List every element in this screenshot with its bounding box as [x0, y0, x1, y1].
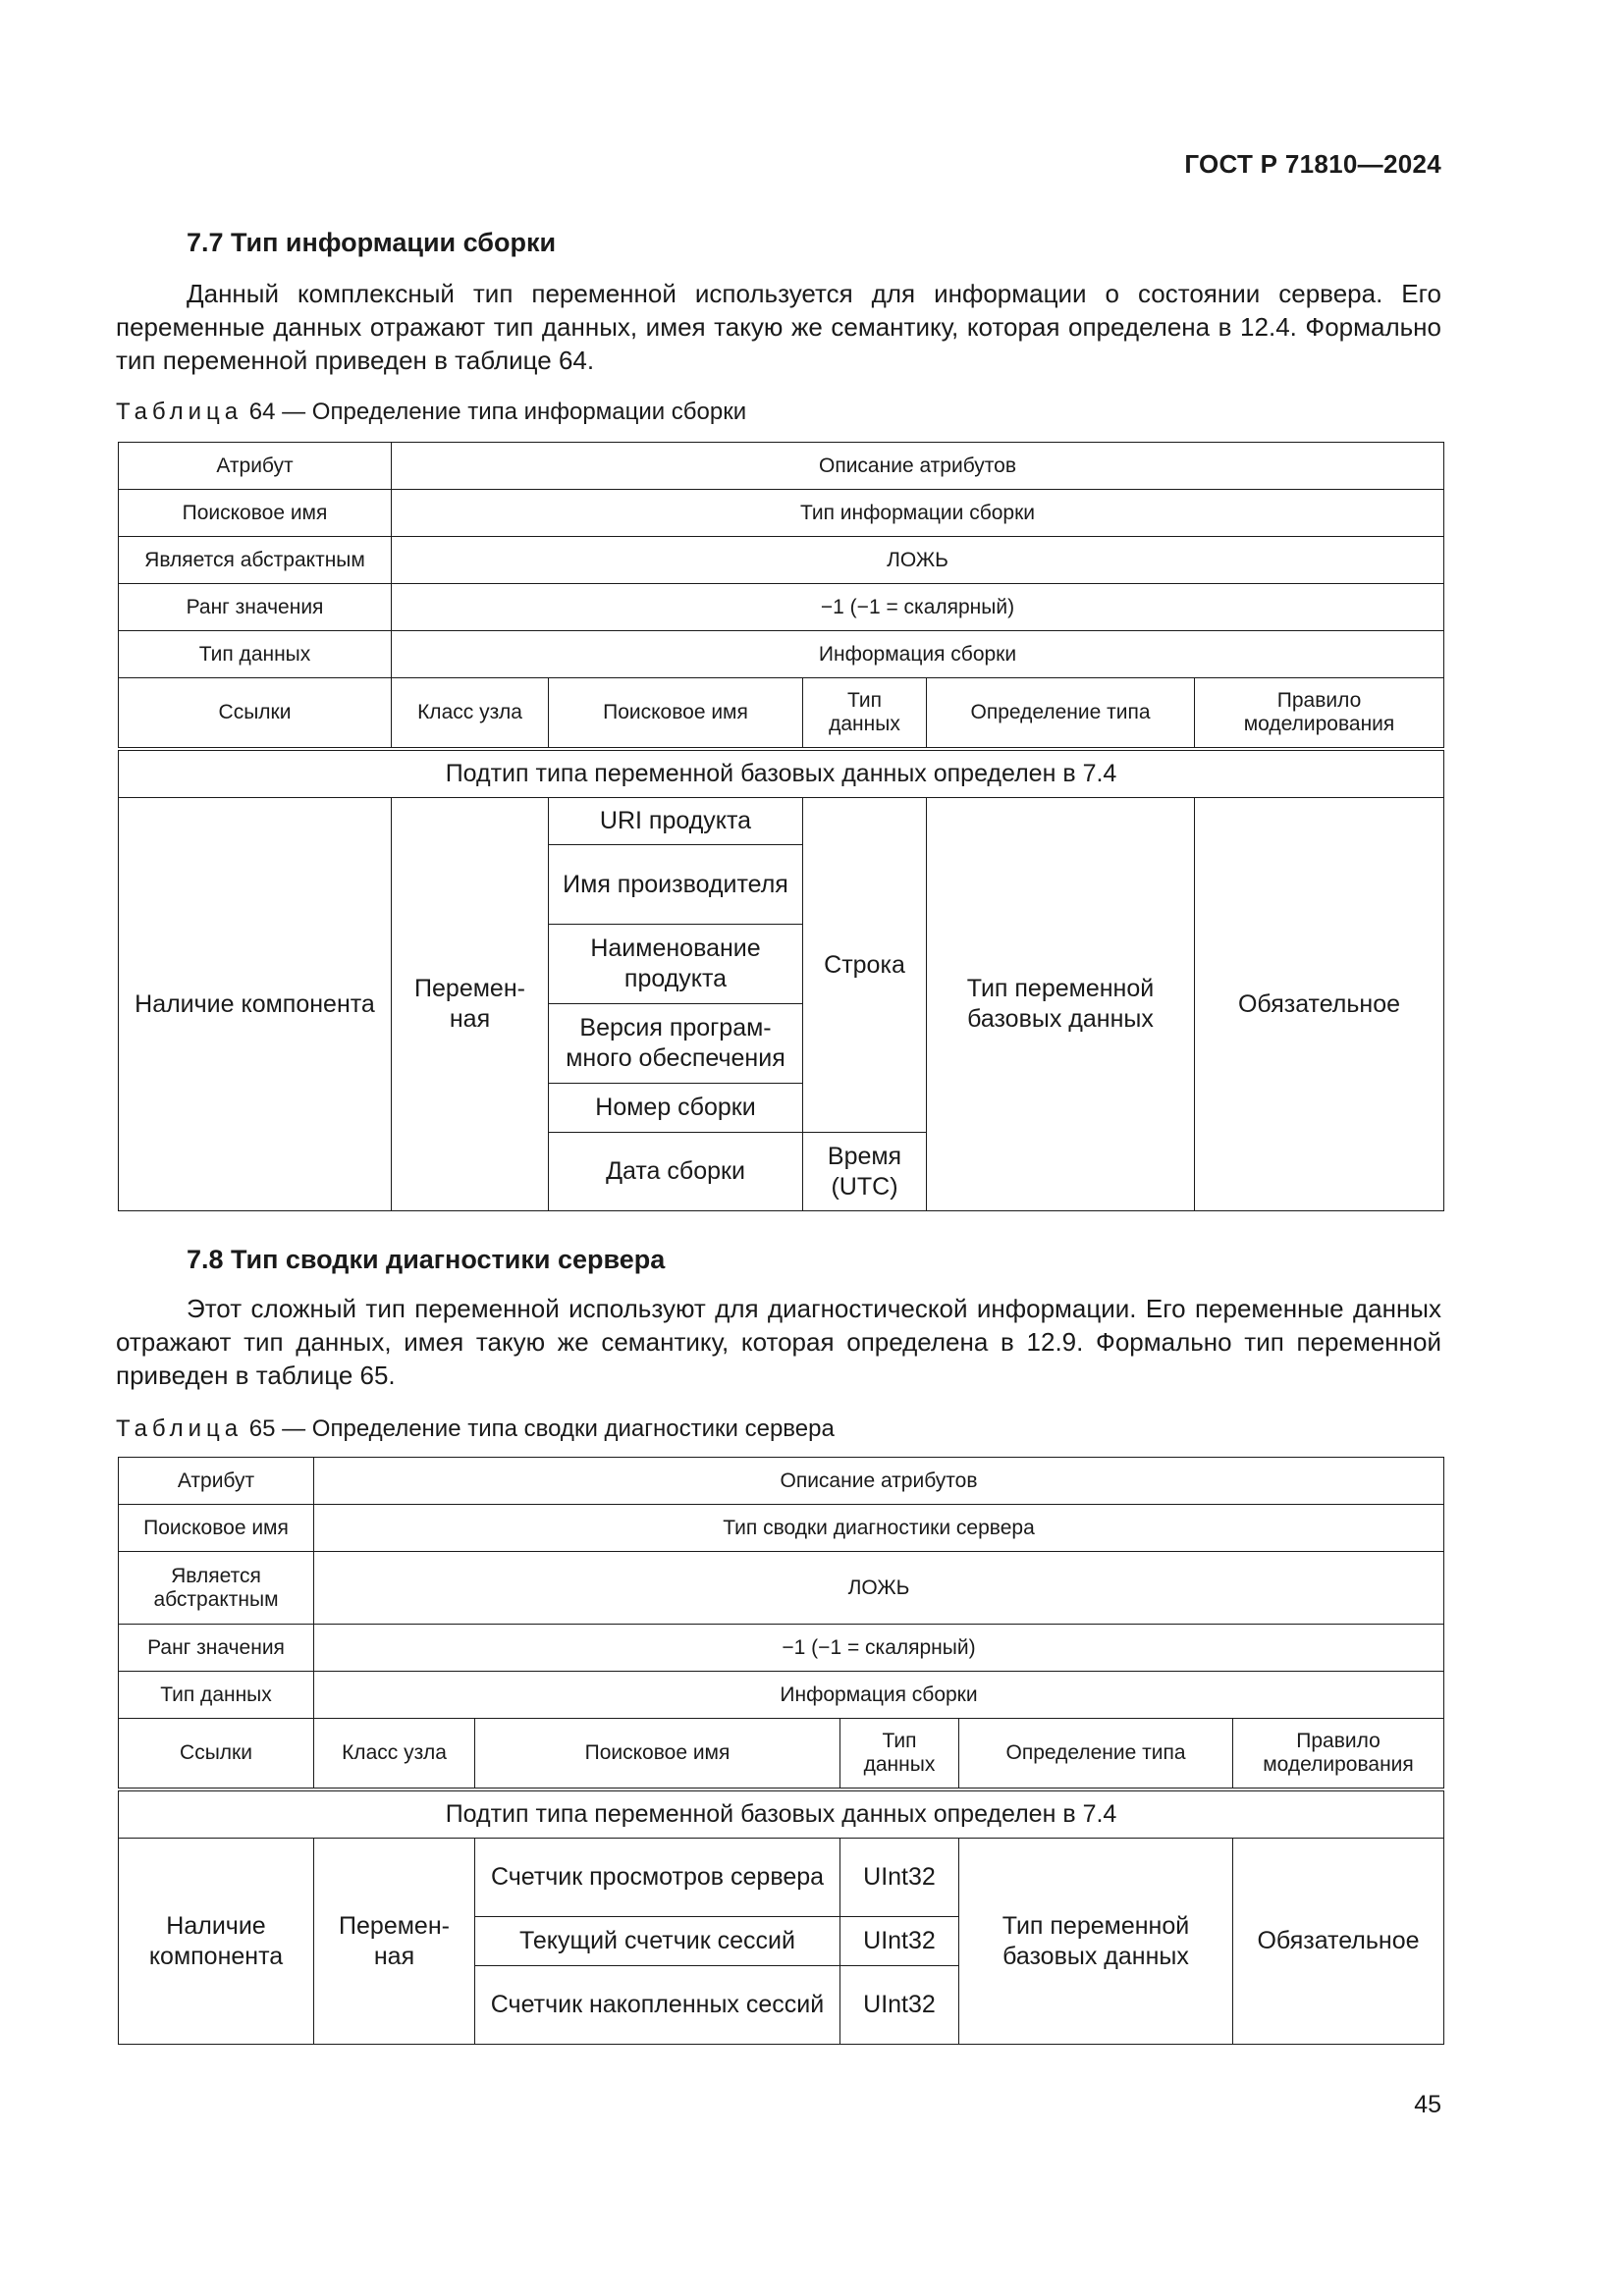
attribute-label: Тип данных: [119, 1672, 314, 1719]
attribute-label: Является абстрактным: [119, 1552, 314, 1625]
table-row: [119, 537, 1444, 584]
table-row: [119, 749, 1444, 798]
column-header: Тип данных: [803, 678, 927, 749]
column-header: Поисковое имя: [475, 1719, 840, 1789]
browse-name: URI продукта: [549, 798, 803, 845]
column-header: Определение типа: [959, 1719, 1233, 1789]
table-row: [119, 584, 1444, 631]
attribute-value: ЛОЖЬ: [314, 1552, 1444, 1625]
table-row: [119, 443, 1444, 490]
table-caption-text: 64 — Определение типа информации сборки: [243, 399, 747, 425]
table-row: [119, 1672, 1444, 1719]
node-class: Перемен-ная: [392, 798, 549, 1211]
description-header: Описание атрибутов: [314, 1458, 1444, 1505]
column-header: Определение типа: [927, 678, 1195, 749]
table-row: [119, 1789, 1444, 1839]
browse-name: Дата сборки: [549, 1133, 803, 1211]
attribute-label: Поисковое имя: [119, 1505, 314, 1552]
attribute-value: Информация сборки: [392, 631, 1444, 678]
browse-name: Имя производителя: [549, 845, 803, 925]
table-65-caption: [116, 1415, 835, 1443]
column-header: Класс узла: [314, 1719, 475, 1789]
column-header: Ссылки: [119, 678, 392, 749]
table-row: [119, 1719, 1444, 1789]
attribute-value: Тип информации сборки: [392, 490, 1444, 537]
browse-name: Наименование продукта: [549, 925, 803, 1004]
browse-name: Номер сборки: [549, 1084, 803, 1133]
browse-name: Счетчик накопленных сессий: [475, 1966, 840, 2045]
attribute-label: Ранг значения: [119, 584, 392, 631]
attribute-value: −1 (−1 = скалярный): [392, 584, 1444, 631]
browse-name: Текущий счетчик сессий: [475, 1917, 840, 1966]
type-definition: Тип переменной базовых данных: [959, 1839, 1233, 2045]
table-row: [119, 631, 1444, 678]
data-type: Строка: [803, 798, 927, 1133]
data-type: UInt32: [840, 1839, 959, 1917]
data-type: UInt32: [840, 1917, 959, 1966]
column-header: Тип данных: [840, 1719, 959, 1789]
section-title-7-7: 7.7 Тип информации сборки: [187, 228, 557, 257]
attribute-header: Атрибут: [119, 1458, 314, 1505]
table-row: [119, 490, 1444, 537]
table-caption-prefix: Таблица: [116, 399, 244, 425]
table-caption-text: 65 — Определение типа сводки диагностики сервера: [243, 1415, 835, 1442]
attribute-label: Тип данных: [119, 631, 392, 678]
reference-label: Наличие компонента: [119, 798, 392, 1211]
document-code: ГОСТ Р 71810—2024: [1184, 149, 1441, 179]
description-header: Описание атрибутов: [392, 443, 1444, 490]
section-title-7-8: 7.8 Тип сводки диагностики сервера: [187, 1245, 666, 1274]
browse-name: Счетчик просмотров сервера: [475, 1839, 840, 1917]
attribute-label: Поисковое имя: [119, 490, 392, 537]
attribute-value: −1 (−1 = скалярный): [314, 1625, 1444, 1672]
table-64-caption: [116, 399, 746, 426]
modelling-rule: Обязательное: [1195, 798, 1444, 1211]
node-class: Перемен-ная: [314, 1839, 475, 2045]
table-row: [119, 1625, 1444, 1672]
table-caption-prefix: Таблица: [116, 1415, 244, 1442]
type-definition: Тип переменной базовых данных: [927, 798, 1195, 1211]
subtype-note: Подтип типа переменной базовых данных определен в 7.4: [119, 1789, 1444, 1839]
attribute-value: Тип сводки диагностики сервера: [314, 1505, 1444, 1552]
data-type: UInt32: [840, 1966, 959, 2045]
table-row: [119, 1552, 1444, 1625]
attribute-value: Информация сборки: [314, 1672, 1444, 1719]
browse-name: Версия програм-много обеспечения: [549, 1004, 803, 1084]
table-row: [119, 1505, 1444, 1552]
table-65: [118, 1457, 1444, 2045]
reference-label: Наличие компонента: [119, 1839, 314, 2045]
column-header: Ссылки: [119, 1719, 314, 1789]
table-row: [119, 1839, 1444, 1917]
subtype-note: Подтип типа переменной базовых данных определен в 7.4: [119, 749, 1444, 798]
column-header: Правило моделирования: [1233, 1719, 1444, 1789]
section-paragraph-7-8: Этот сложный тип переменной используют для диагностической информации. Его переменные данных отражают тип данных, имея такую же семантику, которая определена в 12.9. Формально тип переменной приведен в таблице 65.: [116, 1294, 1441, 1390]
attribute-label: Является абстрактным: [119, 537, 392, 584]
column-header: Класс узла: [392, 678, 549, 749]
modelling-rule: Обязательное: [1233, 1839, 1444, 2045]
section-paragraph-7-7: Данный комплексный тип переменной используется для информации о состоянии сервера. Его переменные данных отражают тип данных, имея такую же семантику, которая определена в 12.4. Формально тип переменной приведен в таблице 64.: [116, 279, 1441, 375]
page-number: 45: [1414, 2091, 1441, 2118]
table-row: [119, 798, 1444, 845]
attribute-value: ЛОЖЬ: [392, 537, 1444, 584]
attribute-label: Ранг значения: [119, 1625, 314, 1672]
data-type: Время (UTC): [803, 1133, 927, 1211]
table-row: [119, 678, 1444, 749]
column-header: Поисковое имя: [549, 678, 803, 749]
table-64: [118, 442, 1444, 1211]
attribute-header: Атрибут: [119, 443, 392, 490]
column-header: Правило моделирования: [1195, 678, 1444, 749]
table-row: [119, 1458, 1444, 1505]
